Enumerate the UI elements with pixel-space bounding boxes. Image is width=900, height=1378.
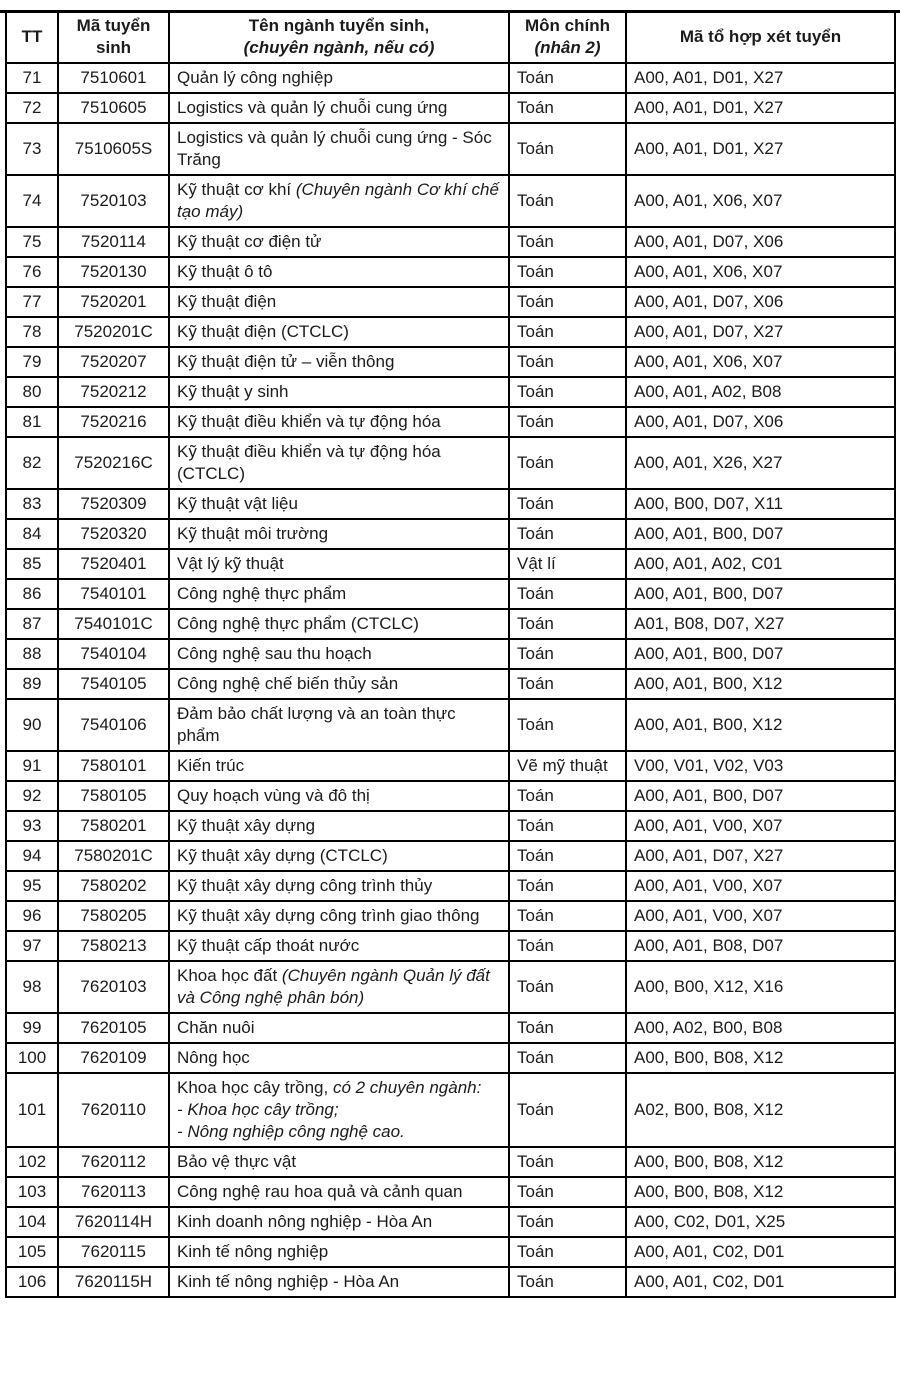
cell-tt: 71: [6, 63, 58, 93]
table-row: [6, 781, 895, 811]
cell-main-subject: Toán: [509, 781, 626, 811]
cell-major-name: Kinh doanh nông nghiệp - Hòa An: [169, 1207, 509, 1237]
table-row: [6, 1147, 895, 1177]
cell-code: 7620115: [58, 1237, 169, 1267]
cell-main-subject: Toán: [509, 579, 626, 609]
cell-code: 7520212: [58, 377, 169, 407]
cell-tt: 105: [6, 1237, 58, 1267]
cell-major-name: Kỹ thuật môi trường: [169, 519, 509, 549]
cell-combo-codes: A00, A02, B00, B08: [626, 1013, 895, 1043]
cell-tt: 84: [6, 519, 58, 549]
cell-main-subject: Toán: [509, 317, 626, 347]
table-row: [6, 1267, 895, 1297]
cell-combo-codes: A00, A01, D07, X06: [626, 407, 895, 437]
table-row: [6, 175, 895, 227]
cell-combo-codes: A00, A01, V00, X07: [626, 871, 895, 901]
cell-main-subject: Toán: [509, 871, 626, 901]
table-row: [6, 63, 895, 93]
cell-combo-codes: A00, A01, C02, D01: [626, 1267, 895, 1297]
cell-major-name: Kỹ thuật xây dựng: [169, 811, 509, 841]
cell-tt: 98: [6, 961, 58, 1013]
cell-main-subject: Toán: [509, 123, 626, 175]
cell-main-subject: Toán: [509, 1207, 626, 1237]
table-row: [6, 1207, 895, 1237]
cell-code: 7540101C: [58, 609, 169, 639]
table-header: [6, 11, 895, 63]
cell-code: 7620112: [58, 1147, 169, 1177]
cell-code: 7620109: [58, 1043, 169, 1073]
cell-combo-codes: A00, A01, D07, X27: [626, 317, 895, 347]
cell-combo-codes: A00, A01, D01, X27: [626, 93, 895, 123]
cell-main-subject: Toán: [509, 699, 626, 751]
cell-main-subject: Toán: [509, 669, 626, 699]
cell-tt: 100: [6, 1043, 58, 1073]
cell-major-name: Vật lý kỹ thuật: [169, 549, 509, 579]
table-row: [6, 811, 895, 841]
cell-main-subject: Vẽ mỹ thuật: [509, 751, 626, 781]
table-row: [6, 699, 895, 751]
table-row: [6, 257, 895, 287]
cell-code: 7580101: [58, 751, 169, 781]
cell-combo-codes: A00, A01, D07, X06: [626, 227, 895, 257]
cell-code: 7620103: [58, 961, 169, 1013]
cell-main-subject: Toán: [509, 175, 626, 227]
cell-code: 7580105: [58, 781, 169, 811]
table-row: [6, 871, 895, 901]
cell-main-subject: Toán: [509, 63, 626, 93]
cell-tt: 95: [6, 871, 58, 901]
cell-major-name: Kỹ thuật xây dựng (CTCLC): [169, 841, 509, 871]
cell-combo-codes: A00, B00, X12, X16: [626, 961, 895, 1013]
cell-combo-codes: A00, A01, X26, X27: [626, 437, 895, 489]
cell-main-subject: Toán: [509, 1177, 626, 1207]
cell-major-name: Khoa học cây trồng, có 2 chuyên ngành: - Khoa học cây trồng; - Nông nghiệp công nghệ cao.: [169, 1073, 509, 1147]
cell-major-name: Bảo vệ thực vật: [169, 1147, 509, 1177]
cell-tt: 91: [6, 751, 58, 781]
cell-tt: 81: [6, 407, 58, 437]
cell-code: 7520216: [58, 407, 169, 437]
header-subject-label: Môn chính: [525, 16, 610, 35]
cell-combo-codes: A00, A01, D01, X27: [626, 123, 895, 175]
table-row: [6, 901, 895, 931]
cell-code: 7520207: [58, 347, 169, 377]
header-combos: [626, 11, 895, 63]
cell-main-subject: Toán: [509, 1237, 626, 1267]
cell-tt: 103: [6, 1177, 58, 1207]
cell-major-name: Kỹ thuật ô tô: [169, 257, 509, 287]
cell-major-name: Đảm bảo chất lượng và an toàn thực phẩm: [169, 699, 509, 751]
cell-main-subject: Toán: [509, 1043, 626, 1073]
cell-main-subject: Toán: [509, 1013, 626, 1043]
cell-main-subject: Toán: [509, 609, 626, 639]
cell-combo-codes: V00, V01, V02, V03: [626, 751, 895, 781]
cell-code: 7580201C: [58, 841, 169, 871]
cell-tt: 92: [6, 781, 58, 811]
cell-major-name: Kỹ thuật cấp thoát nước: [169, 931, 509, 961]
header-subject-sublabel: (nhân 2): [534, 38, 601, 57]
header-combos-label: Mã tổ hợp xét tuyển: [679, 27, 842, 46]
cell-code: 7520114: [58, 227, 169, 257]
cell-tt: 89: [6, 669, 58, 699]
cell-major-name: Kỹ thuật xây dựng công trình thủy: [169, 871, 509, 901]
cell-tt: 88: [6, 639, 58, 669]
cell-code: 7510601: [58, 63, 169, 93]
cell-tt: 101: [6, 1073, 58, 1147]
cell-tt: 75: [6, 227, 58, 257]
cell-combo-codes: A00, A01, B08, D07: [626, 931, 895, 961]
table-row: [6, 841, 895, 871]
cell-main-subject: Toán: [509, 961, 626, 1013]
cell-tt: 106: [6, 1267, 58, 1297]
cell-main-subject: Toán: [509, 257, 626, 287]
cell-main-subject: Toán: [509, 639, 626, 669]
cell-tt: 97: [6, 931, 58, 961]
cell-code: 7510605S: [58, 123, 169, 175]
cell-major-name: Kỹ thuật điện (CTCLC): [169, 317, 509, 347]
table-row: [6, 317, 895, 347]
cell-main-subject: Toán: [509, 841, 626, 871]
cell-major-name: Công nghệ rau hoa quả và cảnh quan: [169, 1177, 509, 1207]
cell-major-name: Quản lý công nghiệp: [169, 63, 509, 93]
table-row: [6, 549, 895, 579]
cell-major-name: Kỹ thuật cơ khí (Chuyên ngành Cơ khí chế tạo máy): [169, 175, 509, 227]
table-row: [6, 123, 895, 175]
header-subject: [509, 11, 626, 63]
table-row: [6, 1177, 895, 1207]
cell-combo-codes: A00, A01, B00, D07: [626, 519, 895, 549]
cell-combo-codes: A00, A01, A02, B08: [626, 377, 895, 407]
table-row: [6, 1013, 895, 1043]
table-row: [6, 489, 895, 519]
cell-tt: 73: [6, 123, 58, 175]
cell-tt: 76: [6, 257, 58, 287]
cell-major-name: Kiến trúc: [169, 751, 509, 781]
cell-major-name: Công nghệ chế biến thủy sản: [169, 669, 509, 699]
header-name-sublabel: (chuyên ngành, nếu có): [243, 38, 435, 57]
page-top-cut-line: [0, 10, 900, 13]
cell-code: 7520130: [58, 257, 169, 287]
cell-tt: 93: [6, 811, 58, 841]
table-row: [6, 1043, 895, 1073]
cell-code: 7620115H: [58, 1267, 169, 1297]
cell-combo-codes: A00, A01, B00, X12: [626, 669, 895, 699]
cell-major-name: Khoa học đất (Chuyên ngành Quản lý đất và Công nghệ phân bón): [169, 961, 509, 1013]
cell-combo-codes: A00, A01, B00, D07: [626, 579, 895, 609]
cell-combo-codes: A00, A01, D07, X27: [626, 841, 895, 871]
cell-main-subject: Toán: [509, 93, 626, 123]
cell-tt: 102: [6, 1147, 58, 1177]
cell-main-subject: Toán: [509, 519, 626, 549]
table-row: [6, 931, 895, 961]
table-row: [6, 639, 895, 669]
header-code-label: Mã tuyển sinh: [76, 16, 151, 57]
cell-code: 7620113: [58, 1177, 169, 1207]
header-tt-label: TT: [21, 27, 43, 46]
header-code: [58, 11, 169, 63]
cell-code: 7520320: [58, 519, 169, 549]
cell-combo-codes: A00, B00, B08, X12: [626, 1177, 895, 1207]
cell-main-subject: Toán: [509, 489, 626, 519]
cell-major-name: Kinh tế nông nghiệp: [169, 1237, 509, 1267]
cell-tt: 80: [6, 377, 58, 407]
admissions-table: [5, 10, 896, 1298]
table-row: [6, 1073, 895, 1147]
cell-code: 7520201C: [58, 317, 169, 347]
cell-tt: 90: [6, 699, 58, 751]
cell-combo-codes: A00, A01, V00, X07: [626, 811, 895, 841]
cell-code: 7620105: [58, 1013, 169, 1043]
cell-tt: 77: [6, 287, 58, 317]
table-row: [6, 519, 895, 549]
cell-major-name: Kinh tế nông nghiệp - Hòa An: [169, 1267, 509, 1297]
cell-combo-codes: A00, A01, X06, X07: [626, 257, 895, 287]
cell-tt: 104: [6, 1207, 58, 1237]
cell-main-subject: Toán: [509, 931, 626, 961]
cell-main-subject: Toán: [509, 377, 626, 407]
table-body: [6, 63, 895, 1297]
cell-code: 7580213: [58, 931, 169, 961]
header-name-label: Tên ngành tuyển sinh,: [248, 16, 430, 35]
cell-tt: 85: [6, 549, 58, 579]
cell-combo-codes: A01, B08, D07, X27: [626, 609, 895, 639]
cell-major-name: Kỹ thuật vật liệu: [169, 489, 509, 519]
cell-tt: 96: [6, 901, 58, 931]
cell-tt: 86: [6, 579, 58, 609]
header-tt: [6, 11, 58, 63]
cell-main-subject: Toán: [509, 901, 626, 931]
cell-combo-codes: A00, A01, A02, C01: [626, 549, 895, 579]
cell-tt: 79: [6, 347, 58, 377]
cell-code: 7620114H: [58, 1207, 169, 1237]
cell-major-name: Kỹ thuật y sinh: [169, 377, 509, 407]
table-row: [6, 377, 895, 407]
cell-code: 7520216C: [58, 437, 169, 489]
cell-tt: 74: [6, 175, 58, 227]
cell-combo-codes: A00, A01, B00, X12: [626, 699, 895, 751]
cell-main-subject: Toán: [509, 287, 626, 317]
cell-combo-codes: A00, B00, D07, X11: [626, 489, 895, 519]
cell-code: 7520201: [58, 287, 169, 317]
cell-main-subject: Toán: [509, 437, 626, 489]
cell-code: 7580202: [58, 871, 169, 901]
cell-major-name: Kỹ thuật điện: [169, 287, 509, 317]
cell-combo-codes: A00, A01, X06, X07: [626, 175, 895, 227]
cell-code: 7510605: [58, 93, 169, 123]
cell-code: 7520309: [58, 489, 169, 519]
cell-combo-codes: A00, A01, B00, D07: [626, 639, 895, 669]
cell-main-subject: Toán: [509, 1147, 626, 1177]
cell-major-name: Logistics và quản lý chuỗi cung ứng - Sóc Trăng: [169, 123, 509, 175]
table-row: [6, 1237, 895, 1267]
cell-combo-codes: A00, A01, D07, X06: [626, 287, 895, 317]
cell-main-subject: Toán: [509, 407, 626, 437]
cell-major-name: Kỹ thuật điện tử – viễn thông: [169, 347, 509, 377]
cell-tt: 78: [6, 317, 58, 347]
cell-tt: 94: [6, 841, 58, 871]
cell-major-name: Nông học: [169, 1043, 509, 1073]
table-row: [6, 93, 895, 123]
table-row: [6, 347, 895, 377]
header-name: [169, 11, 509, 63]
cell-combo-codes: A00, A01, X06, X07: [626, 347, 895, 377]
cell-code: 7580201: [58, 811, 169, 841]
table-row: [6, 751, 895, 781]
cell-combo-codes: A02, B00, B08, X12: [626, 1073, 895, 1147]
cell-code: 7540101: [58, 579, 169, 609]
cell-code: 7540106: [58, 699, 169, 751]
cell-code: 7620110: [58, 1073, 169, 1147]
table-row: [6, 669, 895, 699]
cell-main-subject: Toán: [509, 227, 626, 257]
cell-combo-codes: A00, A01, C02, D01: [626, 1237, 895, 1267]
table-row: [6, 579, 895, 609]
cell-major-name: Công nghệ thực phẩm (CTCLC): [169, 609, 509, 639]
table-row: [6, 287, 895, 317]
cell-major-name: Quy hoạch vùng và đô thị: [169, 781, 509, 811]
cell-major-name: Kỹ thuật xây dựng công trình giao thông: [169, 901, 509, 931]
cell-tt: 99: [6, 1013, 58, 1043]
cell-major-name: Kỹ thuật cơ điện tử: [169, 227, 509, 257]
cell-major-name: Kỹ thuật điều khiển và tự động hóa (CTCLC): [169, 437, 509, 489]
cell-tt: 72: [6, 93, 58, 123]
cell-code: 7540105: [58, 669, 169, 699]
cell-major-name: Công nghệ sau thu hoạch: [169, 639, 509, 669]
table-row: [6, 961, 895, 1013]
cell-main-subject: Toán: [509, 1267, 626, 1297]
cell-code: 7540104: [58, 639, 169, 669]
cell-combo-codes: A00, C02, D01, X25: [626, 1207, 895, 1237]
cell-tt: 82: [6, 437, 58, 489]
cell-tt: 83: [6, 489, 58, 519]
cell-combo-codes: A00, A01, D01, X27: [626, 63, 895, 93]
cell-main-subject: Vật lí: [509, 549, 626, 579]
table-row: [6, 609, 895, 639]
cell-major-name: Công nghệ thực phẩm: [169, 579, 509, 609]
table-row: [6, 407, 895, 437]
header-row: [6, 11, 895, 63]
cell-combo-codes: A00, B00, B08, X12: [626, 1147, 895, 1177]
table-row: [6, 227, 895, 257]
cell-code: 7580205: [58, 901, 169, 931]
cell-main-subject: Toán: [509, 811, 626, 841]
cell-code: 7520401: [58, 549, 169, 579]
cell-code: 7520103: [58, 175, 169, 227]
cell-major-name: Kỹ thuật điều khiển và tự động hóa: [169, 407, 509, 437]
cell-main-subject: Toán: [509, 1073, 626, 1147]
cell-combo-codes: A00, B00, B08, X12: [626, 1043, 895, 1073]
cell-main-subject: Toán: [509, 347, 626, 377]
cell-major-name: Chăn nuôi: [169, 1013, 509, 1043]
cell-combo-codes: A00, A01, V00, X07: [626, 901, 895, 931]
cell-tt: 87: [6, 609, 58, 639]
table-row: [6, 437, 895, 489]
cell-combo-codes: A00, A01, B00, D07: [626, 781, 895, 811]
cell-major-name: Logistics và quản lý chuỗi cung ứng: [169, 93, 509, 123]
